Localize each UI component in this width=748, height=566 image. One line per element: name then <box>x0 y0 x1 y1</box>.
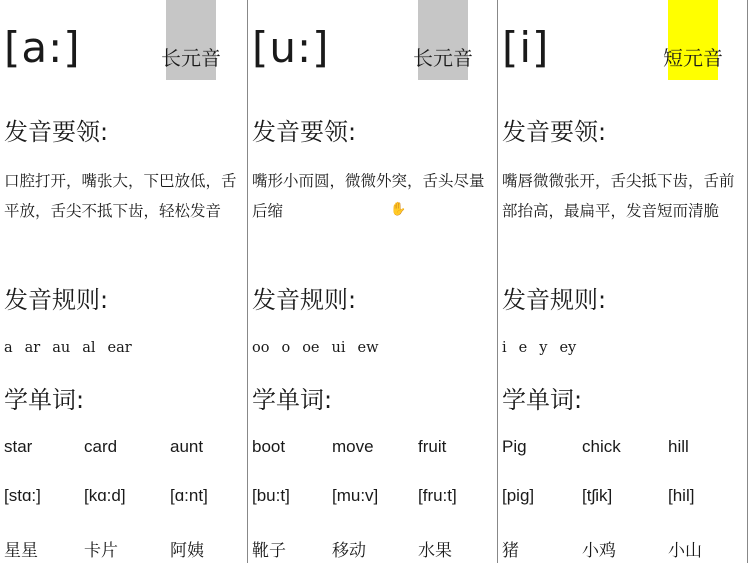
word: hill <box>668 437 689 456</box>
words-heading: 学单词: <box>252 386 333 414</box>
ipa: [tʃik] <box>582 486 613 505</box>
meaning-row <box>502 536 742 566</box>
phonetic-symbol: [a:] <box>4 23 81 72</box>
word: chick <box>582 437 621 456</box>
tip-heading: 发音要领: <box>502 118 607 146</box>
ipa: [ɑ:nt] <box>170 486 208 505</box>
spelling-rule: a <box>4 340 13 356</box>
vowel-column-u <box>248 0 498 563</box>
words-heading: 学单词: <box>502 386 583 414</box>
vowel-type-tag: 短元音 <box>668 0 718 80</box>
ipa: [hil] <box>668 486 695 505</box>
spelling-rule: o <box>281 340 291 356</box>
ipa: [bu:t] <box>252 486 290 505</box>
word: fruit <box>418 437 447 456</box>
spelling-rule: e <box>518 340 528 356</box>
word: star <box>4 437 33 456</box>
tip-heading: 发音要领: <box>4 118 109 146</box>
spelling-rule: ear <box>107 340 132 356</box>
meaning: 靴子 <box>252 541 286 561</box>
spelling-rules <box>4 336 244 360</box>
hand-cursor-icon: ✋ <box>390 202 407 217</box>
ipa: [kɑ:d] <box>84 486 126 505</box>
ipa: [fru:t] <box>418 486 457 505</box>
rules-heading: 发音规则: <box>4 286 109 314</box>
pronunciation-tip: 嘴唇微微张开，舌尖抵下齿，舌前部抬高，最扁平，发音短而清脆 <box>502 172 735 220</box>
phonetic-symbol: [i] <box>502 23 550 72</box>
word-row <box>4 437 244 467</box>
spelling-rule: ey <box>559 340 577 356</box>
word: boot <box>252 437 286 456</box>
meaning-row <box>252 536 492 566</box>
spelling-rule: ew <box>357 340 379 356</box>
phonetic-symbol: [u:] <box>252 23 330 72</box>
ipa: [mu:v] <box>332 486 379 505</box>
meaning-row <box>4 536 244 566</box>
meaning: 水果 <box>418 541 452 561</box>
pronunciation-tip: 口腔打开，嘴张大，下巴放低，舌平放，舌尖不抵下齿，轻松发音 <box>4 172 237 220</box>
spelling-rule: i <box>502 340 507 356</box>
meaning: 移动 <box>332 541 366 561</box>
ipa-row <box>4 486 244 516</box>
vowel-type-tag: 长元音 <box>166 0 216 80</box>
spelling-rule: ar <box>24 340 41 356</box>
word: aunt <box>170 437 204 456</box>
vowel-type-tag: 长元音 <box>418 0 468 80</box>
word: card <box>84 437 118 456</box>
meaning: 小鸡 <box>582 541 616 561</box>
spelling-rule: oe <box>302 340 320 356</box>
vowel-column-i <box>498 0 748 563</box>
word: Pig <box>502 437 527 456</box>
word-row <box>252 437 492 467</box>
meaning: 卡片 <box>84 541 118 561</box>
spelling-rule: ui <box>331 340 346 356</box>
rules-heading: 发音规则: <box>502 286 607 314</box>
ipa: [stɑ:] <box>4 486 41 505</box>
spelling-rule: oo <box>252 340 270 356</box>
meaning: 猪 <box>502 541 519 561</box>
word-row <box>502 437 742 467</box>
meaning: 星星 <box>4 541 38 561</box>
vowel-column-a <box>0 0 248 563</box>
ipa: [pig] <box>502 486 535 505</box>
spelling-rule: y <box>539 340 548 356</box>
spelling-rule: au <box>52 340 71 356</box>
words-heading: 学单词: <box>4 386 85 414</box>
meaning: 小山 <box>668 541 702 561</box>
ipa-row <box>502 486 742 516</box>
ipa-row <box>252 486 492 516</box>
pronunciation-tip: 嘴形小而圆，微微外突，舌头尽量后缩 <box>252 172 485 220</box>
spelling-rules <box>502 336 742 360</box>
word: move <box>332 437 374 456</box>
rules-heading: 发音规则: <box>252 286 357 314</box>
spelling-rules <box>252 336 492 360</box>
spelling-rule: al <box>82 340 96 356</box>
meaning: 阿姨 <box>170 541 204 561</box>
tip-heading: 发音要领: <box>252 118 357 146</box>
